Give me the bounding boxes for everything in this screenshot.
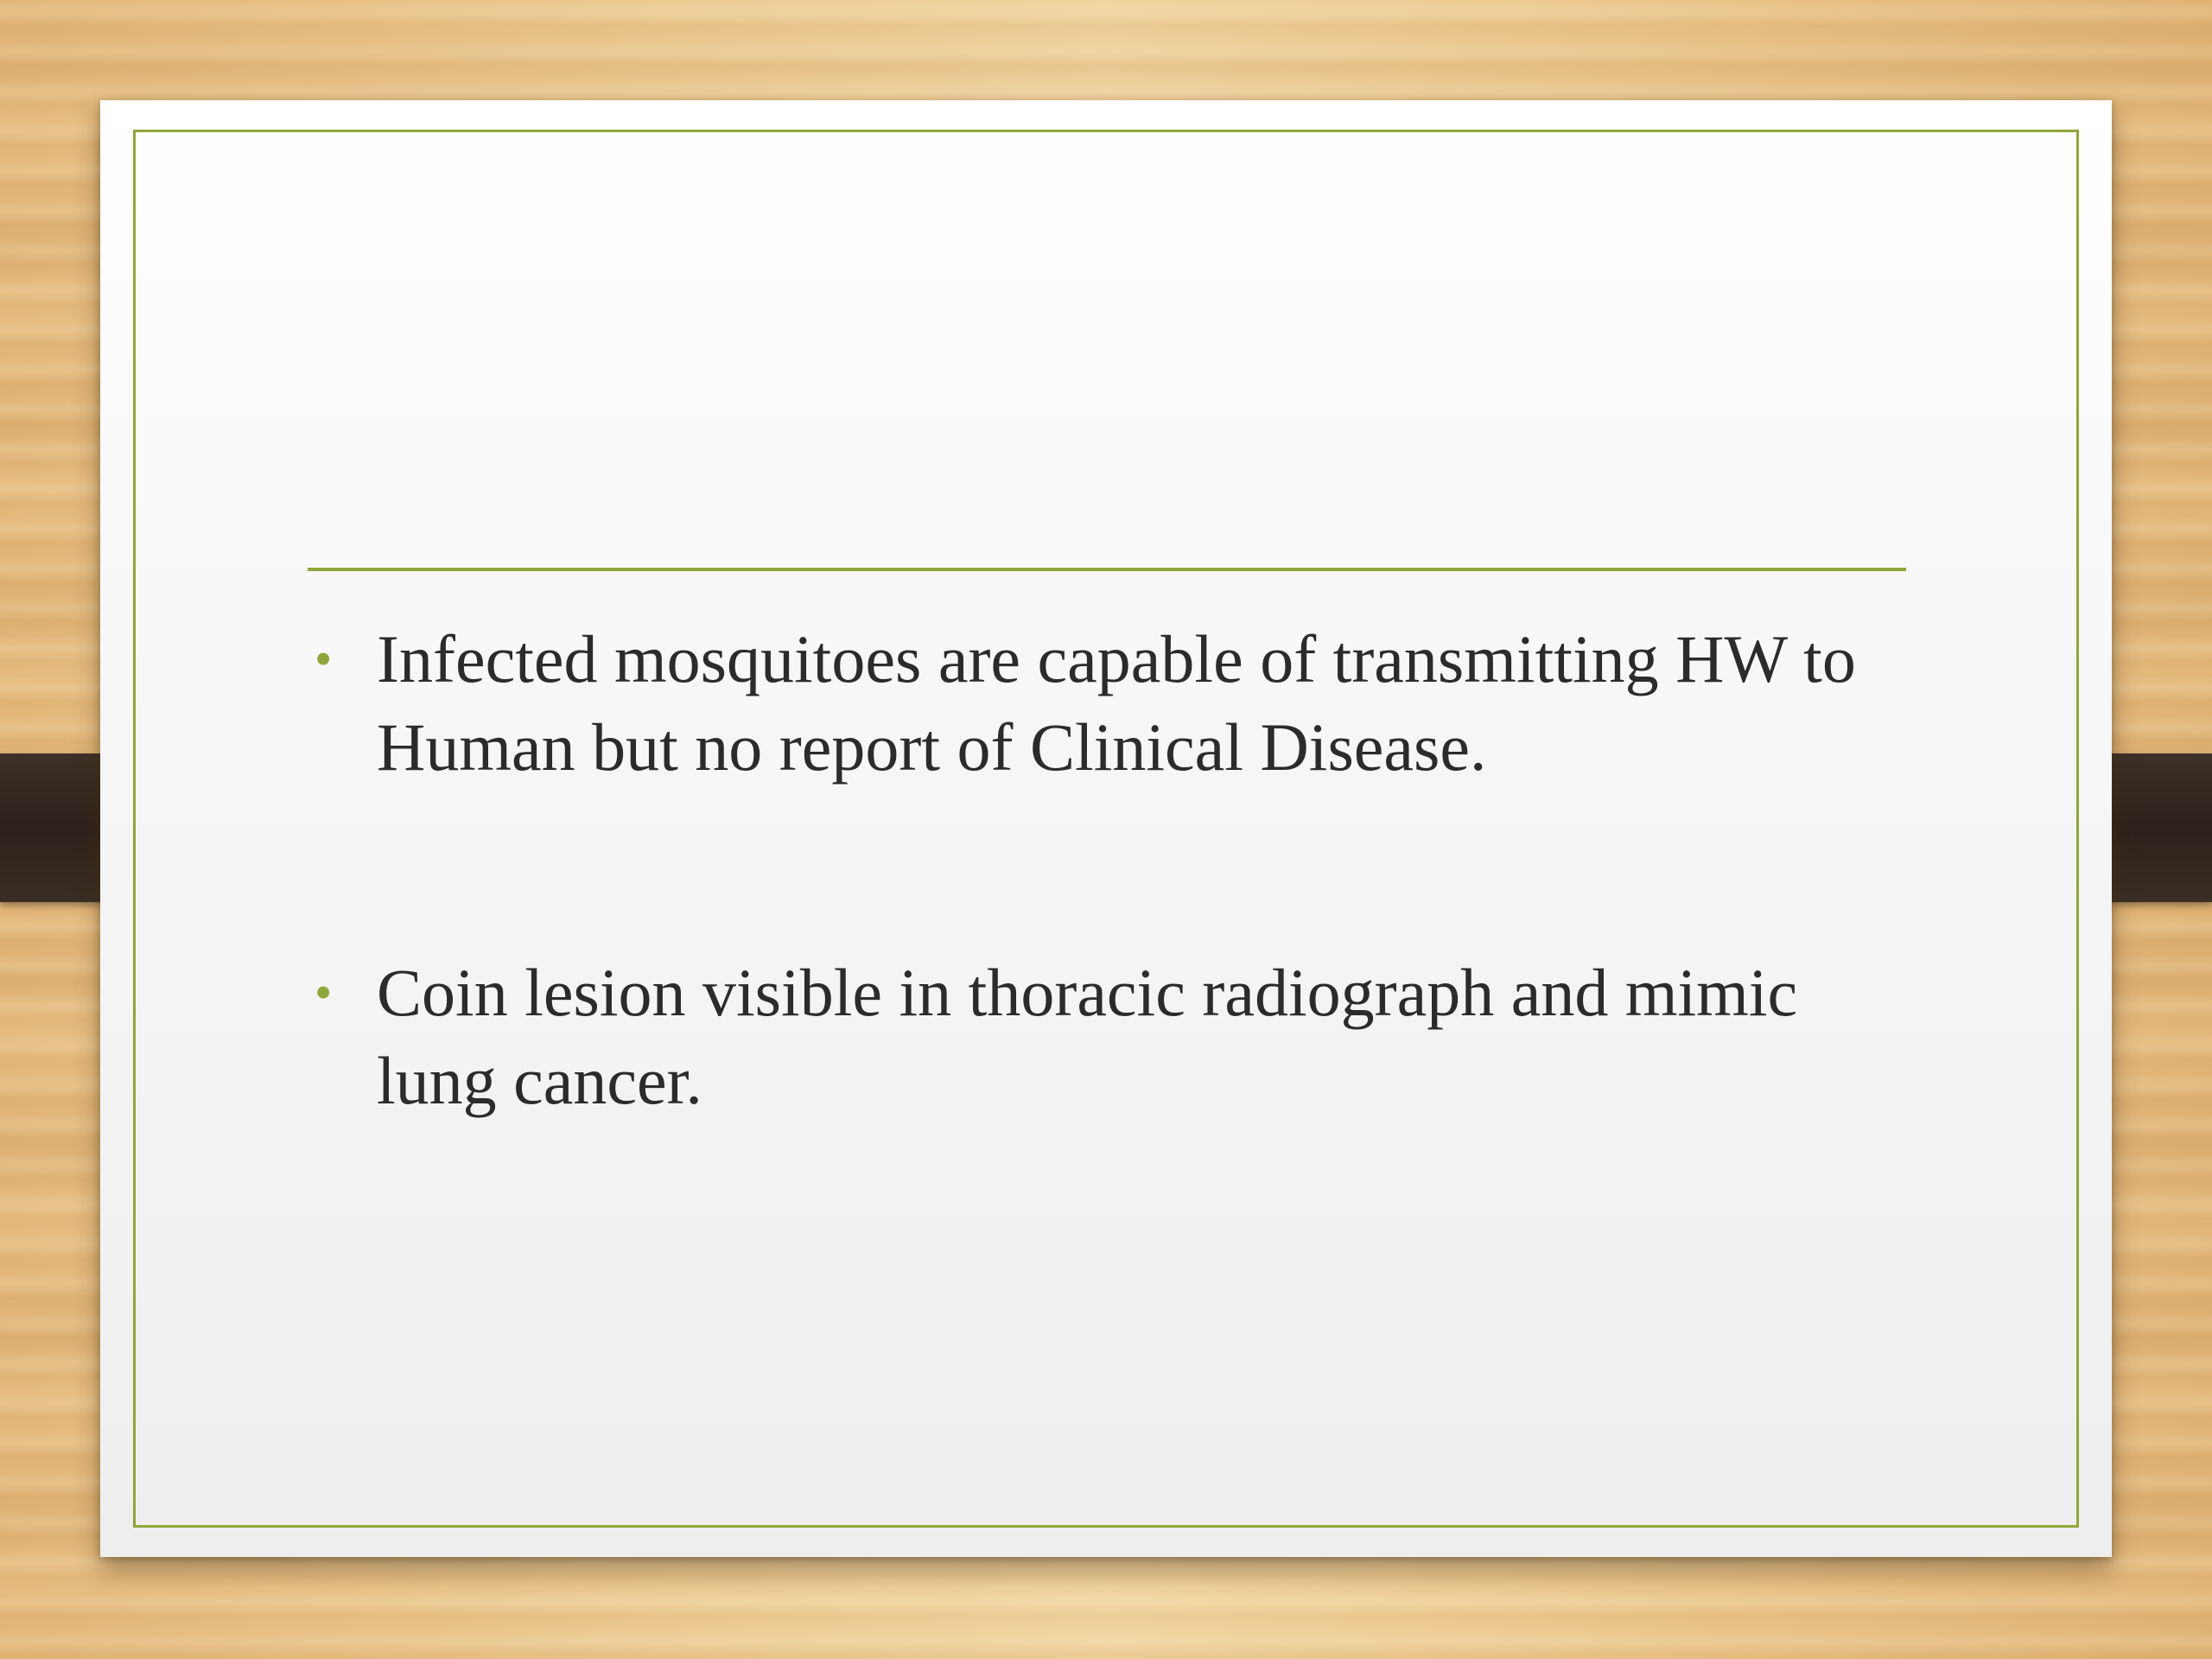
bullet-dot-icon: •: [315, 964, 333, 1020]
bullet-dot-icon: •: [315, 631, 333, 687]
bullet-text: Coin lesion visible in thoracic radiograph and mimic lung cancer.: [377, 955, 1798, 1118]
bullet-item: [311, 949, 1910, 1125]
bullet-item: [311, 615, 1910, 791]
title-divider: [308, 568, 1906, 571]
bullet-list: [311, 615, 1910, 1125]
bullet-text: Infected mosquitoes are capable of transmitting HW to Human but no report of Clinical Disease.: [377, 621, 1856, 785]
